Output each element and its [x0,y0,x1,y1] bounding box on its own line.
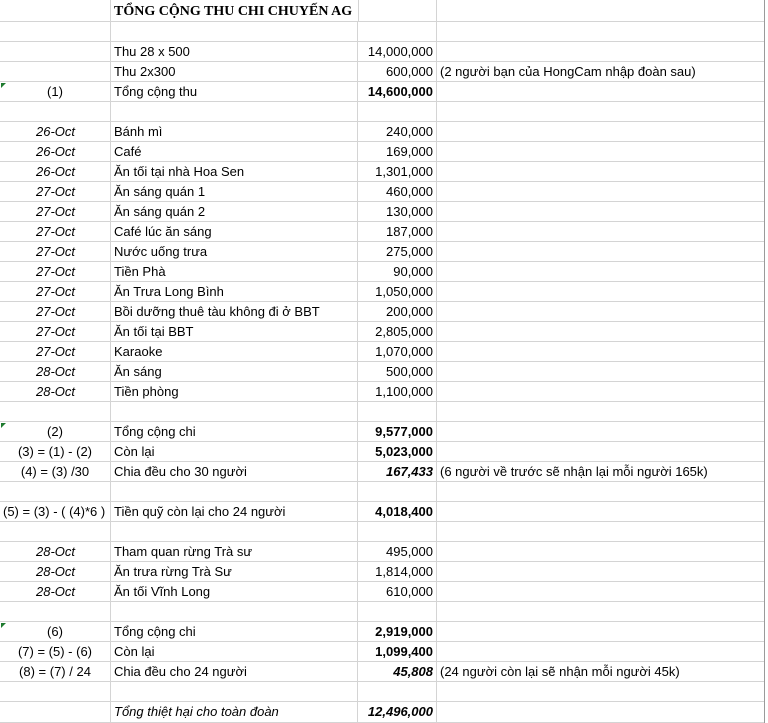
blank-row [0,522,764,542]
summary-row: (2) Tổng cộng chi 9,577,000 [0,422,764,442]
income-row [0,42,764,62]
fund-row: (5) = (3) - ( (4)*6 ) Tiền quỹ còn lại cho 24 người 4,018,400 [0,502,764,522]
expense-row: 27-Oct Ăn tối tại BBT 2,805,000 [0,322,764,342]
income-total-row [0,82,764,102]
expense-row: 27-Oct Ăn sáng quán 1 460,000 [0,182,764,202]
blank-row [0,102,764,122]
grand-total-row [0,702,764,723]
income-label[interactable]: Thu 2x300 [111,62,358,82]
expense-row: 27-Oct Ăn Trưa Long Bình 1,050,000 [0,282,764,302]
share-note[interactable]: (6 người về trước sẽ nhận lại mỗi người 165k) [437,462,764,482]
blank-row [0,682,764,702]
summary-row: (4) = (3) /30 Chia đều cho 30 người 167,433 (6 người về trước sẽ nhận lại mỗi người 165k) [0,462,764,482]
expense-row: 28-Oct Tiền phòng 1,100,000 [0,382,764,402]
income-amount[interactable]: 600,000 [358,62,437,82]
title-row [0,0,764,22]
summary-row: (6) Tổng cộng chi 2,919,000 [0,622,764,642]
expense-row: 28-Oct Tham quan rừng Trà sư 495,000 [0,542,764,562]
comment-indicator-icon [1,423,6,428]
ref-cell[interactable]: (1) [0,82,111,102]
blank-row [0,22,764,42]
expense-row: 26-Oct Bánh mì 240,000 [0,122,764,142]
income-row [0,62,764,82]
comment-indicator-icon [1,83,6,88]
comment-indicator-icon [1,623,6,628]
grand-total-label[interactable]: Tổng thiệt hại cho toàn đoàn [111,702,358,723]
income-total-amount[interactable]: 14,600,000 [358,82,437,102]
share-note[interactable]: (24 người còn lại sẽ nhận mỗi người 45k) [437,662,764,682]
expense-row: 27-Oct Bồi dưỡng thuê tàu không đi ở BBT 200,000 [0,302,764,322]
income-amount[interactable]: 14,000,000 [358,42,437,62]
expense-row: 26-Oct Café 169,000 [0,142,764,162]
sheet-title[interactable]: TỔNG CỘNG THU CHI CHUYẾN AG [111,0,358,22]
expense-row: 27-Oct Karaoke 1,070,000 [0,342,764,362]
income-note[interactable]: (2 người bạn của HongCam nhập đoàn sau) [437,62,764,82]
expense-row: 28-Oct Ăn tối Vĩnh Long 610,000 [0,582,764,602]
expense-row: 27-Oct Café lúc ăn sáng 187,000 [0,222,764,242]
blank-row [0,402,764,422]
summary-row: (8) = (7) / 24 Chia đều cho 24 người 45,808 (24 người còn lại sẽ nhận mỗi người 45k) [0,662,764,682]
expense-row: 26-Oct Ăn tối tại nhà Hoa Sen 1,301,000 [0,162,764,182]
grand-total-amount[interactable]: 12,496,000 [358,702,437,723]
summary-row: (3) = (1) - (2) Còn lại 5,023,000 [0,442,764,462]
summary-row: (7) = (5) - (6) Còn lại 1,099,400 [0,642,764,662]
expense-row: 27-Oct Tiền Phà 90,000 [0,262,764,282]
expense-row: 27-Oct Ăn sáng quán 2 130,000 [0,202,764,222]
expense-row: 28-Oct Ăn trưa rừng Trà Sư 1,814,000 [0,562,764,582]
income-total-label[interactable]: Tổng cộng thu [111,82,358,102]
blank-row [0,602,764,622]
income-label[interactable]: Thu 28 x 500 [111,42,358,62]
expense-row: 27-Oct Nước uống trưa 275,000 [0,242,764,262]
blank-row [0,482,764,502]
expense-row: 28-Oct Ăn sáng 500,000 [0,362,764,382]
